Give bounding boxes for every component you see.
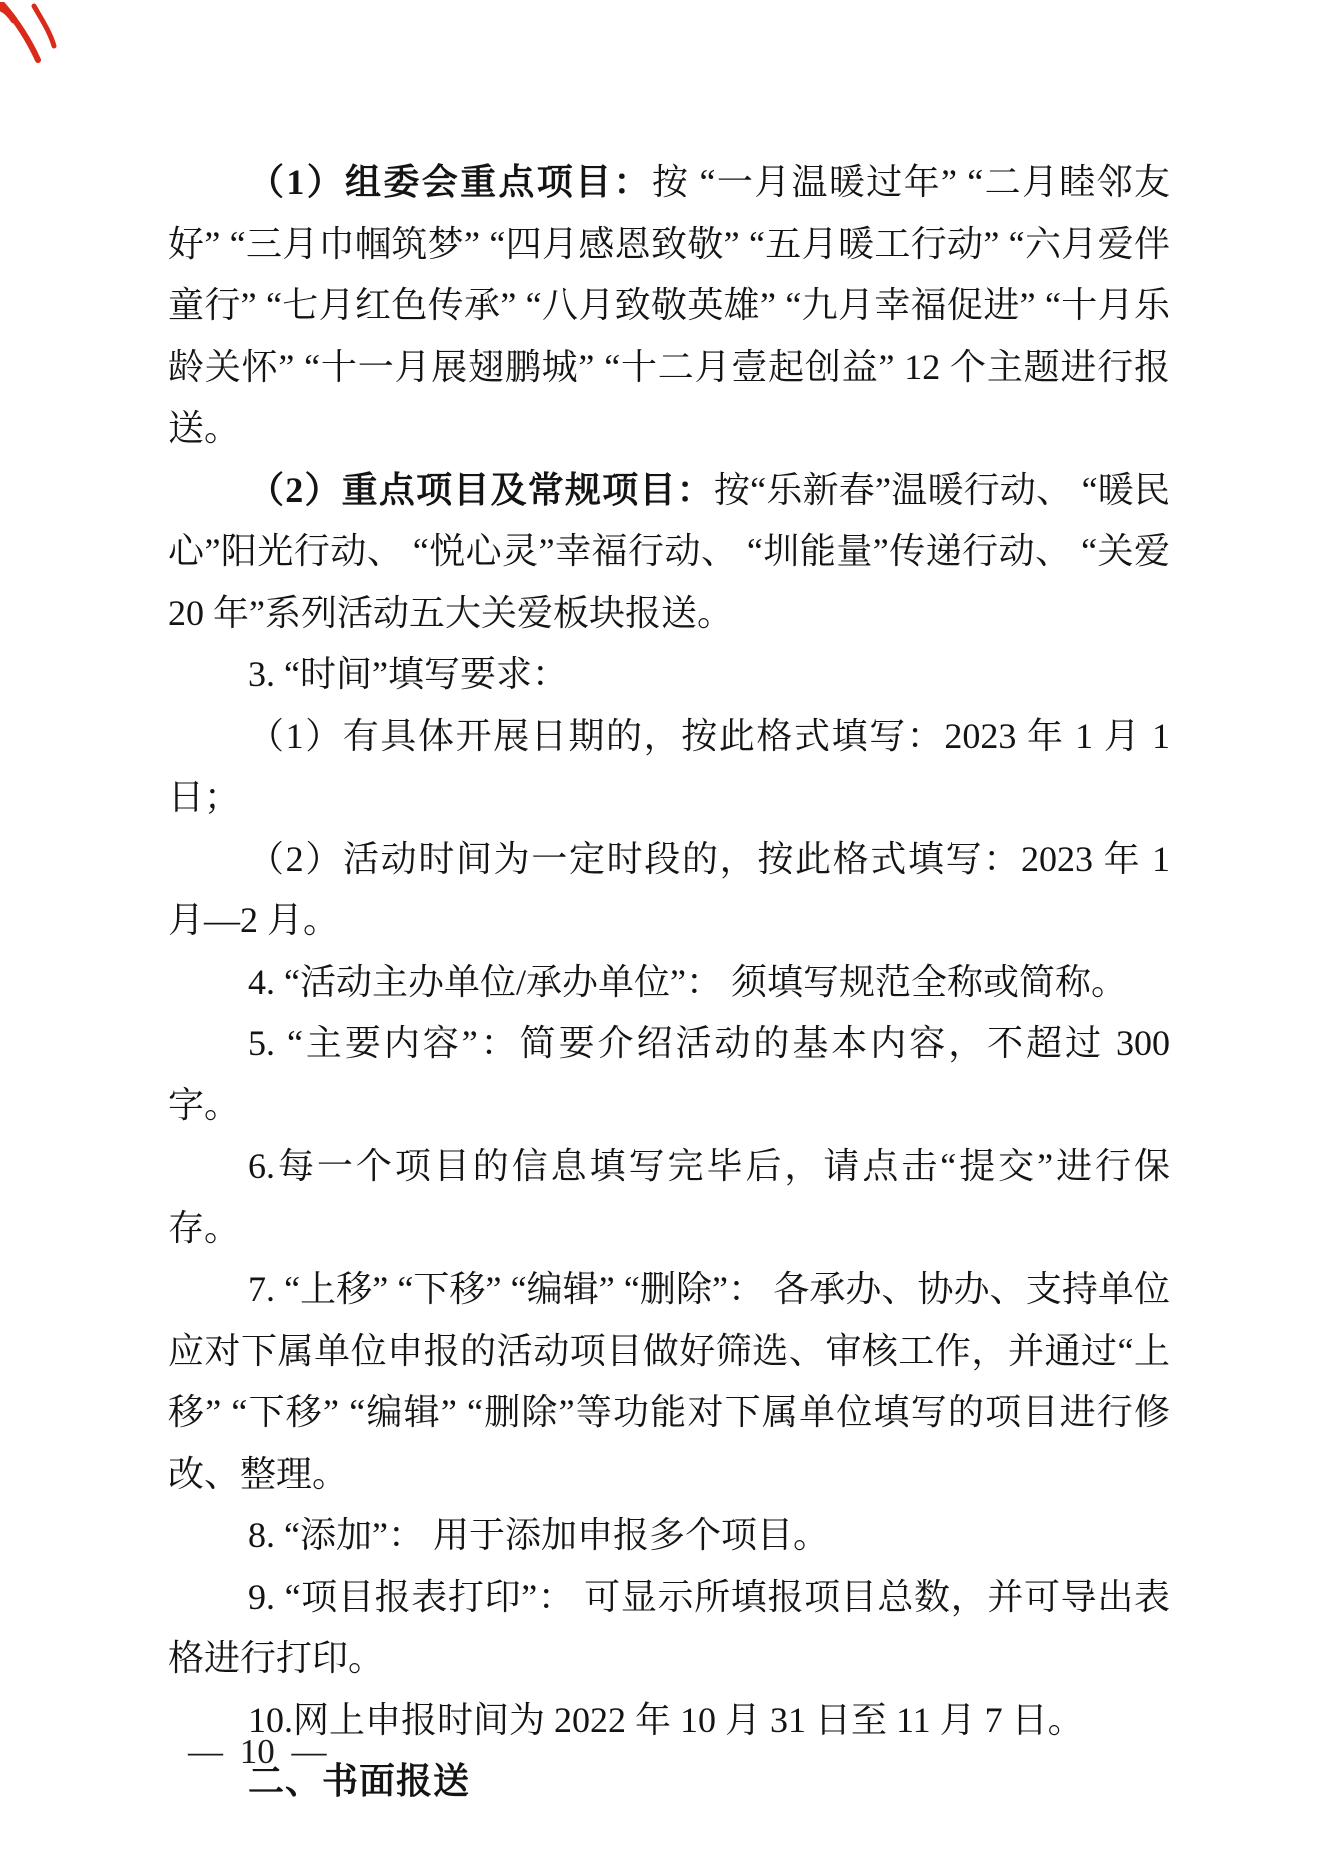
paragraph: （1）有具体开展日期的，按此格式填写：2023 年 1 月 1 日；: [168, 715, 1170, 817]
red-pen-mark: [0, 2, 78, 70]
paragraph: （2）重点项目及常规项目：按“乐新春”温暖行动、 “暖民心”阳光行动、 “悦心灵”幸福行动、 “圳能量”传递行动、 “关爱 20 年”系列活动五大关爱板块报送。: [168, 469, 1170, 633]
paragraph-lead: （2）重点项目及常规项目：: [248, 469, 714, 510]
page-number: — 10 —: [188, 1732, 327, 1771]
paragraph-lead: （1）组委会重点项目：: [248, 162, 652, 202]
paragraph: （1）组委会重点项目：按 “一月温暖过年” “二月睦邻友好” “三月巾帼筑梦” “四月感恩致敬” “五月暖工行动” “六月爱伴童行” “七月红色传承” “八月致敬英雄” “九月幸福促进” “十月乐龄关怀” “十一月展翅鹏城” “十二月壹起创益” 12 个主题进行报送。: [168, 162, 1170, 448]
paragraph-lead: 二、书面报送: [248, 1761, 471, 1801]
paragraph: 10.网上申报时间为 2022 年 10 月 31 日至 11 月 7 日。: [248, 1699, 1084, 1740]
paragraph: 5. “主要内容”：简要介绍活动的基本内容，不超过 300 字。: [168, 1023, 1170, 1125]
document-body: [168, 152, 1170, 1813]
paragraph: 8. “添加”： 用于添加申报多个项目。: [248, 1515, 829, 1555]
paragraph: 6.每一个项目的信息填写完毕后，请点击“提交”进行保存。: [168, 1146, 1170, 1248]
paragraph: 3. “时间”填写要求：: [248, 654, 568, 694]
paragraph: 9. “项目报表打印”： 可显示所填报项目总数，并可导出表格进行打印。: [168, 1576, 1170, 1678]
paragraph: 4. “活动主办单位/承办单位”： 须填写规范全称或简称。: [248, 961, 1127, 1002]
paragraph: （2）活动时间为一定时段的，按此格式填写：2023 年 1 月—2 月。: [168, 838, 1170, 940]
paragraph: 7. “上移” “下移” “编辑” “删除”： 各承办、协办、支持单位应对下属单位申报的活动项目做好筛选、审核工作，并通过“上移” “下移” “编辑” “删除”等功能对下属单位填写的项目进行修改、整理。: [168, 1269, 1170, 1494]
